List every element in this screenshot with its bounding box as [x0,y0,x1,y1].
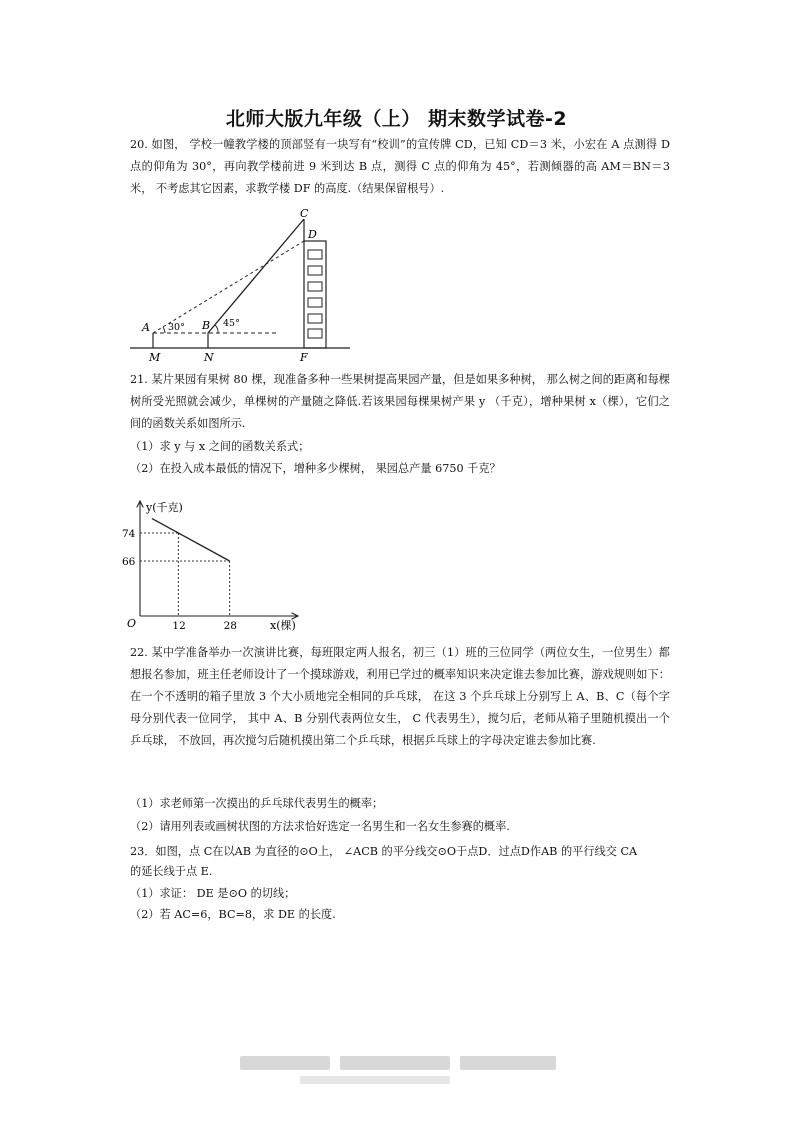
question-20-figure [128,205,354,365]
question-22-text: 22. 某中学准备举办一次演讲比赛，每班限定两人报名，初三（1）班的三位同学（两位女生，一位男生）都想报名参加，班主任老师设计了一个摸球游戏，利用已学过的概率知识来决定谁去参加比赛，游戏规则如下： 在一个不透明的箱子里放 3 个大小质地完全相同的乒乓球， 在这 3 个乒乓球上分别写上 A、B、C（每个字母分别代表一位同学， 其中 A、B 分别代表两位女生， C 代表男生），搅匀后，老师从箱子里随机摸出一个乒乓球， 不放回，再次搅匀后随机摸出第二个乒乓球，根据乒乓球上的字母决定谁去参加比赛. [130,646,670,747]
label-c: C [300,207,309,220]
x-axis-label: x(棵) [270,619,296,632]
question-20-text: 20. 如图， 学校一幢教学楼的顶部竖有一块写有“校训”的宣传牌 CD，已知 CD＝3 米，小宏在 A 点测得 D 点的仰角为 30°，再向教学楼前进 9 米到达 B 点，测得 C 点的仰角为 45°，若测倾器的高 AM＝BN＝3 米， 不考虑其它因素，求教学楼 DF 的高度.（结果保留根号）. [130,138,670,195]
label-n: N [204,351,214,364]
question-21-sub2: （2）在投入成本最低的情况下，增种多少棵树， 果园总产量 6750 千克？ [130,462,501,475]
data-line [152,519,230,561]
question-21-sub1: （1）求 y 与 x 之间的函数关系式； [130,440,310,453]
sight-line-bc [208,219,304,333]
question-22-sub1: （1）求老师第一次摸出的乒乓球代表男生的概率； [130,797,384,810]
origin-label: O [127,617,137,630]
question-21-chart [118,495,308,637]
question-23-sub2: （2）若 AC=6，BC=8，求 DE 的长度. [130,908,336,921]
question-22-sub2: （2）请用列表或画树状图的方法求恰好选定一名男生和一名女生参赛的概率. [130,820,510,833]
footer-watermark-blur [300,1076,450,1084]
footer-watermark-blur [460,1056,556,1070]
question-23-line2: 的延长线于点 E. [130,865,213,878]
label-d: D [308,228,317,241]
question-21-text: 21. 某片果园有果树 80 棵，现准备多种一些果树提高果园产量，但是如果多种树， 那么树之间的距离和每棵树所受光照就会减少，单棵树的产量随之降低.若该果园每棵果树产果 y （千克），增种果树 x（棵），它们之间的函数关系如图所示. [130,373,670,430]
building-df [304,241,326,348]
question-23-sub1: （1）求证： DE 是⊙O 的切线； [130,887,296,900]
angle-30-label: 30° [168,322,185,333]
footer-watermark-blur [240,1056,330,1070]
label-m: M [149,351,161,364]
angle-45-label: 45° [223,318,240,329]
label-b: B [202,319,211,332]
y-axis-label: y(千克) [146,501,183,514]
x-tick-label: 28 [223,620,237,632]
x-tick-label: 12 [172,620,186,632]
footer-watermark-blur [340,1056,450,1070]
label-a: A [142,321,150,334]
page-title: 北师大版九年级（上） 期末数学试卷-2 [225,108,568,130]
y-tick-label: 74 [122,528,136,540]
question-23-line1: 23．如图，点 C在以AB 为直径的⊙O上， ∠ACB 的平分线交⊙O于点D．过点D作AB 的平行线交 CA [130,845,638,858]
y-tick-label: 66 [122,556,136,568]
label-f: F [300,351,308,364]
